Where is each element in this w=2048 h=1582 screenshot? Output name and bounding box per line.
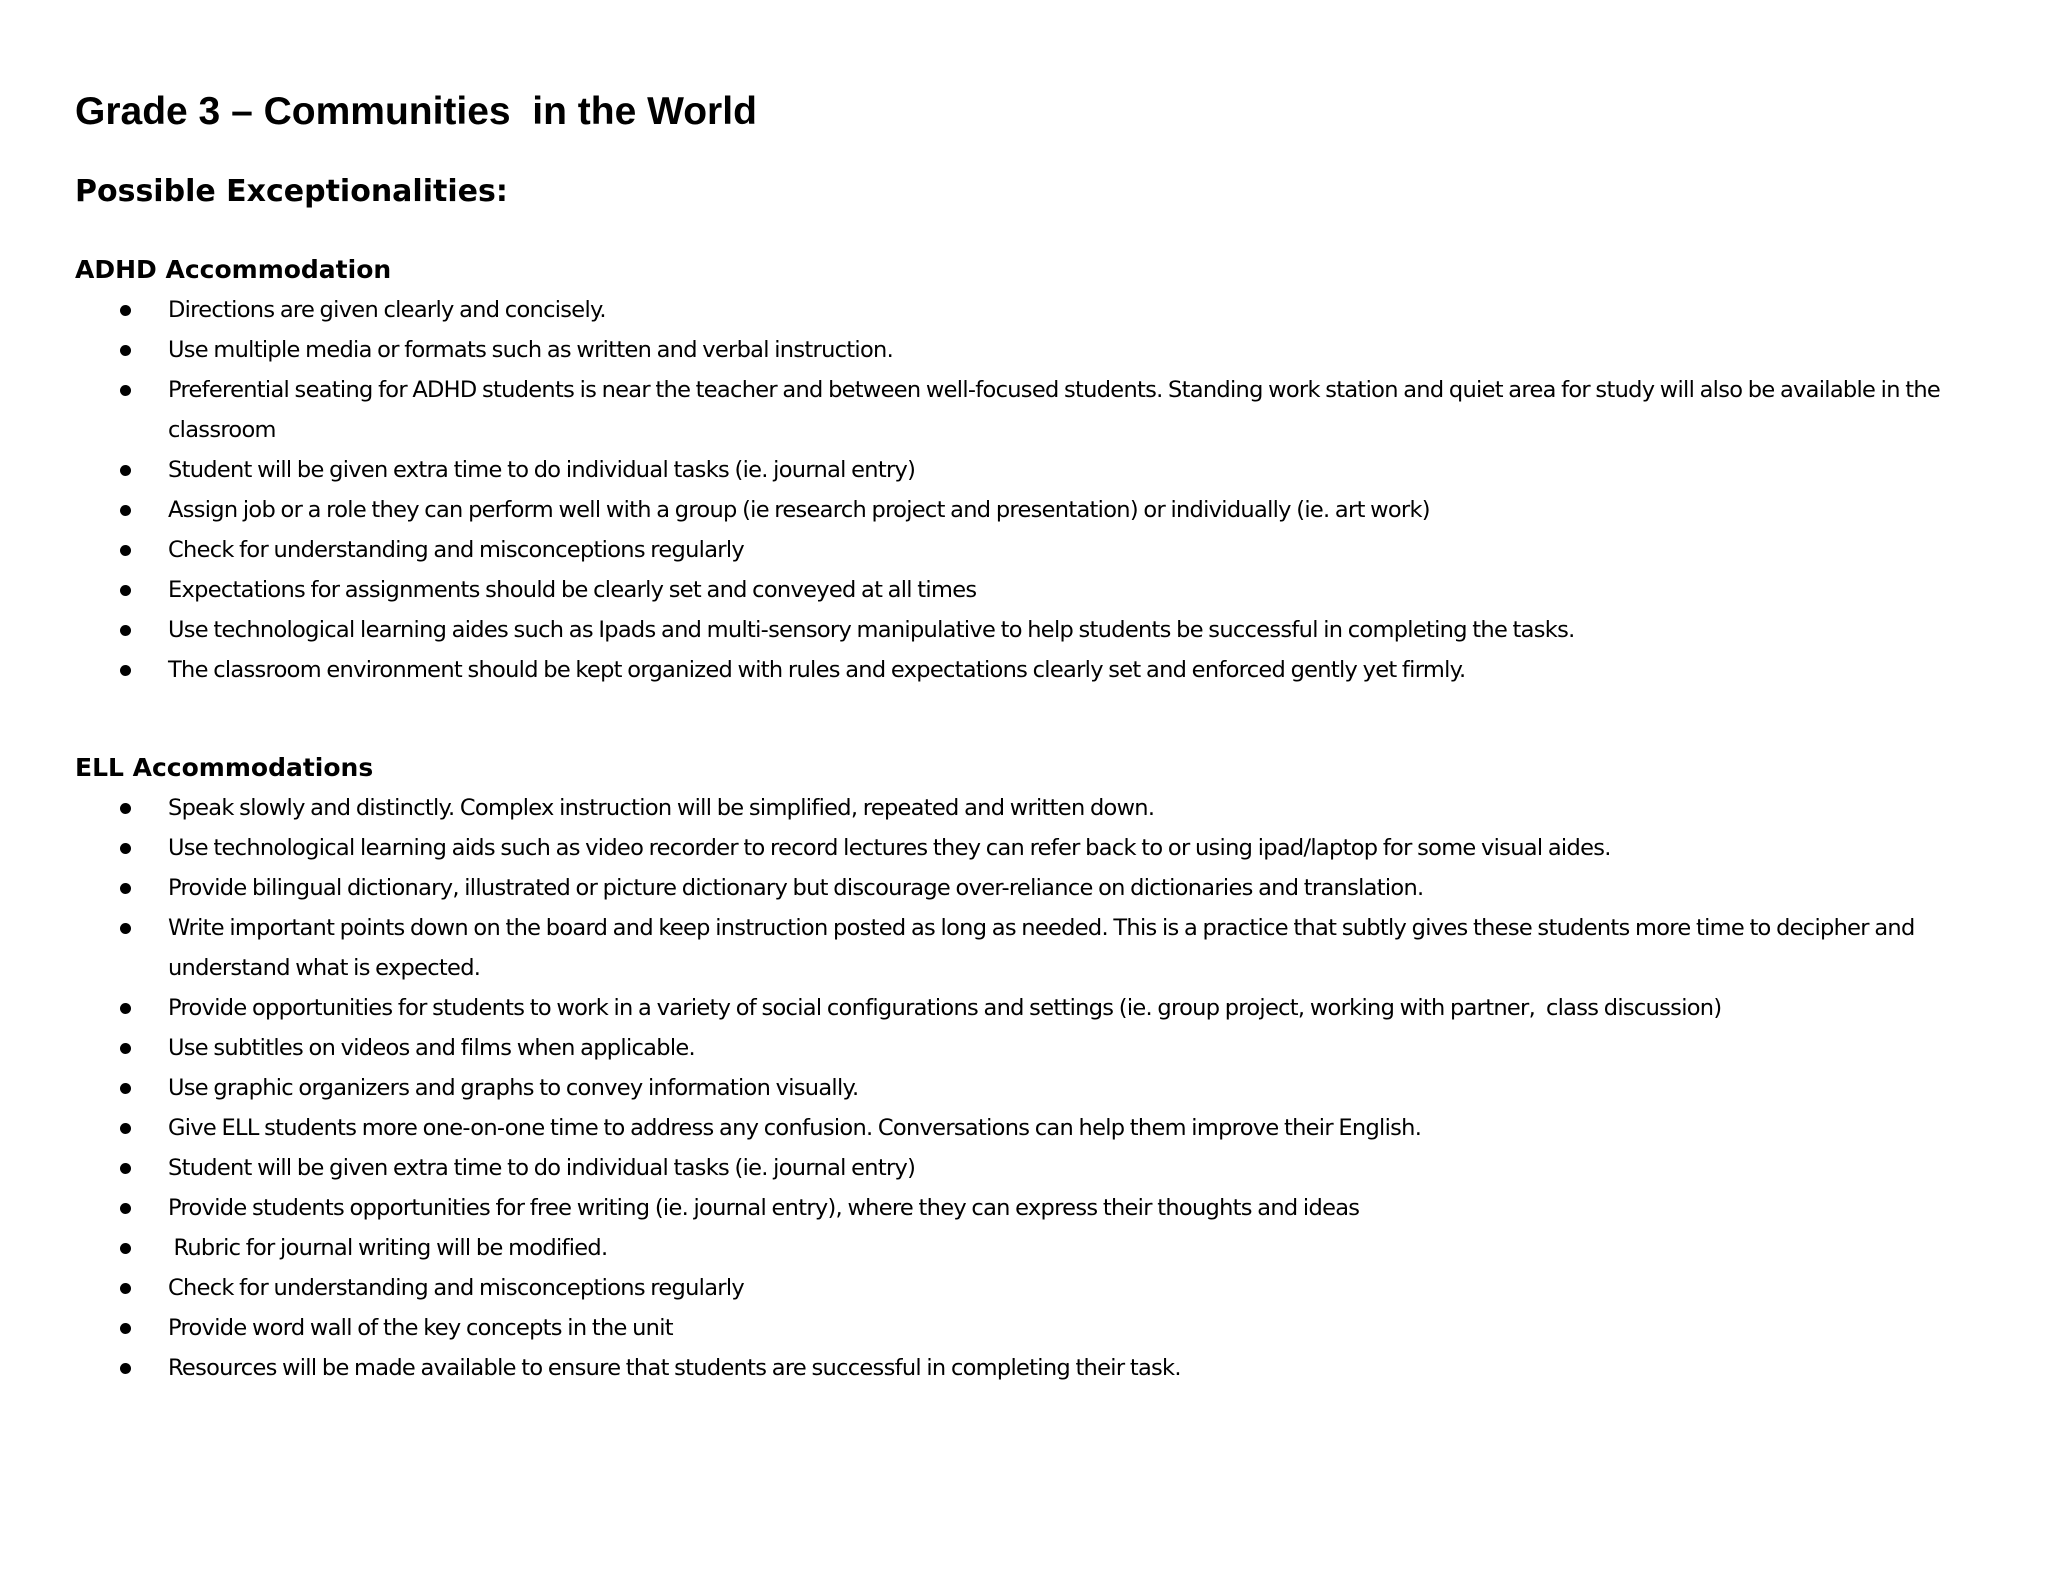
adhd-heading: ADHD Accommodation [75,255,392,284]
document-title: Grade 3 – Communities in the World [75,90,757,133]
bullet-icon [120,305,131,316]
list-item-text: Use technological learning aides such as Ipads and multi-sensory manipulative to help students be successful in completing the tasks. [168,617,1575,643]
list-item-text: Use graphic organizers and graphs to convey information visually. [168,1075,859,1101]
bullet-icon [120,505,131,516]
list-item [75,908,2005,988]
list-item-text: Use multiple media or formats such as written and verbal instruction. [168,337,894,363]
bullet-icon [120,1363,131,1374]
list-item [75,1148,2005,1188]
bullet-icon [120,1243,131,1254]
list-item [75,868,2005,908]
list-item-text: Provide word wall of the key concepts in the unit [168,1315,673,1341]
list-item [75,1068,2005,1108]
bullet-icon [120,625,131,636]
bullet-icon [120,843,131,854]
bullet-icon [120,345,131,356]
ell-list [75,788,2005,1388]
list-item [75,610,2005,650]
bullet-icon [120,1203,131,1214]
list-item-text: Student will be given extra time to do individual tasks (ie. journal entry) [168,1155,916,1181]
bullet-icon [120,1123,131,1134]
bullet-icon [120,585,131,596]
list-item-text: Preferential seating for ADHD students is near the teacher and between well-focused students. Standing work station and quiet area for study will also be available in the classroom [168,377,1946,443]
list-item [75,1348,2005,1388]
list-item [75,450,2005,490]
bullet-icon [120,1083,131,1094]
list-item [75,330,2005,370]
list-item-text: Directions are given clearly and concisely. [168,297,606,323]
list-item-text: Resources will be made available to ensure that students are successful in completing their task. [168,1355,1181,1381]
list-item [75,570,2005,610]
bullet-icon [120,665,131,676]
list-item-text: Provide bilingual dictionary, illustrated or picture dictionary but discourage over-reliance on dictionaries and translation. [168,875,1424,901]
list-item [75,650,2005,690]
list-item-text: Use technological learning aids such as video recorder to record lectures they can refer back to or using ipad/laptop for some visual aides. [168,835,1611,861]
bullet-icon [120,1043,131,1054]
list-item-text: Write important points down on the board and keep instruction posted as long as needed. This is a practice that subtly gives these students more time to decipher and understand what is expected. [168,915,1920,981]
list-item [75,530,2005,570]
list-item [75,828,2005,868]
list-item-text: The classroom environment should be kept organized with rules and expectations clearly set and enforced gently yet firmly. [168,657,1466,683]
list-item-text: Use subtitles on videos and films when applicable. [168,1035,695,1061]
list-item-text: Speak slowly and distinctly. Complex instruction will be simplified, repeated and written down. [168,795,1155,821]
list-item-text: Check for understanding and misconceptions regularly [168,1275,745,1301]
list-item [75,1308,2005,1348]
list-item-text: Student will be given extra time to do individual tasks (ie. journal entry) [168,457,916,483]
list-item [75,988,2005,1028]
ell-heading: ELL Accommodations [75,753,374,782]
list-item-text: Provide students opportunities for free writing (ie. journal entry), where they can express their thoughts and ideas [168,1195,1360,1221]
bullet-icon [120,1003,131,1014]
adhd-list [75,290,2005,690]
list-item-text: Rubric for journal writing will be modified. [168,1235,608,1261]
bullet-icon [120,545,131,556]
page-subtitle: Possible Exceptionalities: [75,174,508,209]
list-item [75,490,2005,530]
list-item [75,370,2005,450]
list-item [75,1268,2005,1308]
list-item [75,1228,2005,1268]
list-item [75,788,2005,828]
list-item-text: Expectations for assignments should be clearly set and conveyed at all times [168,577,977,603]
list-item [75,1188,2005,1228]
bullet-icon [120,385,131,396]
bullet-icon [120,883,131,894]
bullet-icon [120,803,131,814]
list-item-text: Give ELL students more one-on-one time to address any confusion. Conversations can help them improve their English. [168,1115,1422,1141]
list-item [75,290,2005,330]
bullet-icon [120,1163,131,1174]
bullet-icon [120,1283,131,1294]
list-item-text: Provide opportunities for students to work in a variety of social configurations and settings (ie. group project, working with partner, class discussion) [168,995,1722,1021]
bullet-icon [120,923,131,934]
list-item-text: Assign job or a role they can perform well with a group (ie research project and presentation) or individually (ie. art work) [168,497,1430,523]
list-item-text: Check for understanding and misconceptions regularly [168,537,745,563]
list-item [75,1108,2005,1148]
bullet-icon [120,465,131,476]
list-item [75,1028,2005,1068]
adhd-section [75,250,2005,690]
bullet-icon [120,1323,131,1334]
ell-section [75,748,2005,1388]
